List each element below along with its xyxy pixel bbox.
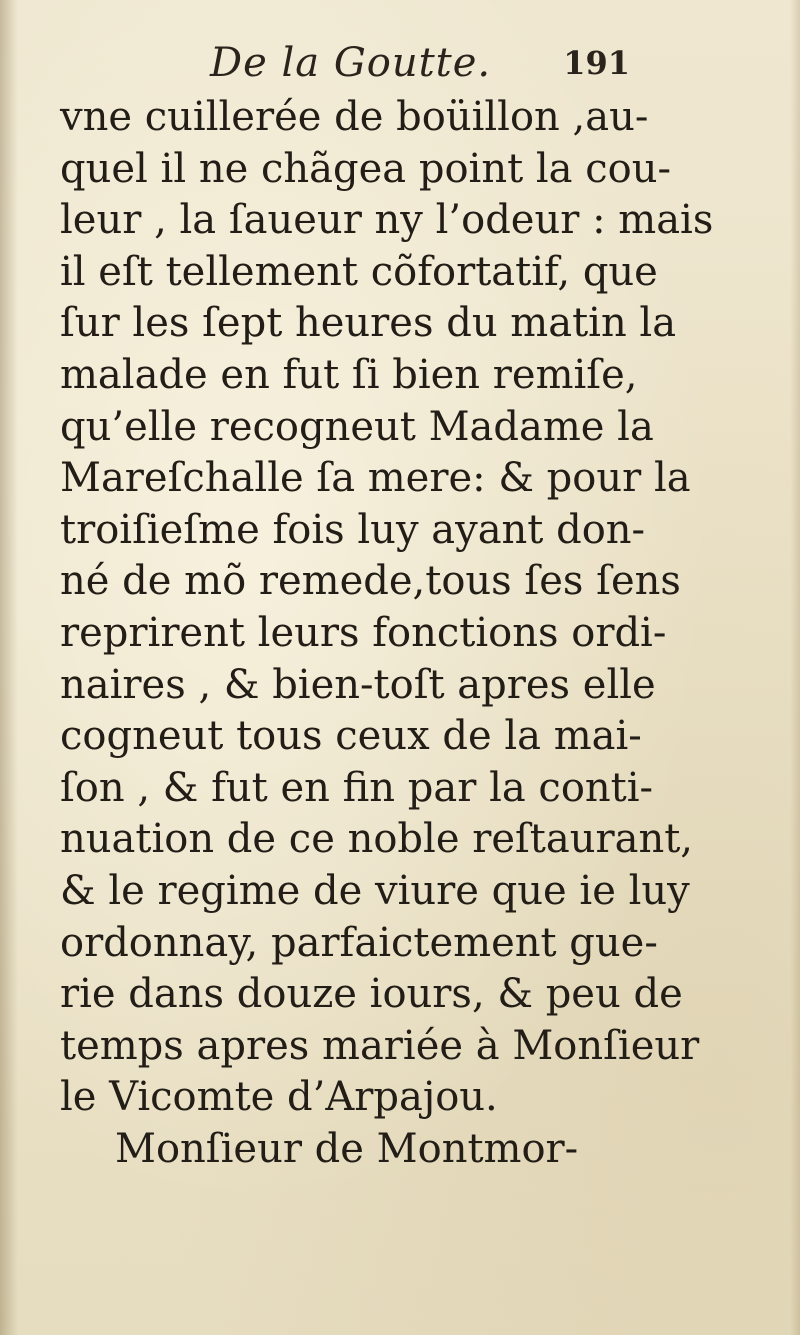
text-line: troiſieſme fois luy ayant don- xyxy=(60,506,646,553)
text-line: temps apres mariée à Monſieur xyxy=(60,1022,700,1069)
text-line: le Vicomte d’Arpajou. xyxy=(60,1074,498,1121)
text-line: quel il ne chãgea point la cou- xyxy=(60,145,671,192)
text-line: nuation de ce noble reſtaurant, xyxy=(60,816,694,863)
text-line: qu’elle recogneut Madame la xyxy=(60,403,654,450)
text-line: Mareſchalle ſa mere: & pour la xyxy=(60,455,691,502)
running-head-title: De la Goutte. xyxy=(210,40,492,86)
page-number: 191 xyxy=(563,44,630,82)
text-line: né de mõ remede,tous ſes ſens xyxy=(60,558,681,605)
text-line: ordonnay, parfaictement gue- xyxy=(60,919,658,966)
text-line: & le regime de viure que ie luy xyxy=(60,867,690,914)
text-line: cogneut tous ceux de la mai- xyxy=(60,713,642,760)
text-line: ſur les ſept heures du matin la xyxy=(60,300,677,347)
spine-shadow xyxy=(0,0,18,1335)
text-line: ſon , & fut en fin par la conti- xyxy=(60,764,654,811)
text-line: naires , & bien-toſt apres elle xyxy=(60,661,656,708)
text-line: malade en fut ſi bien remiſe, xyxy=(60,351,638,398)
running-head xyxy=(200,36,630,96)
text-line: leur , la ſaueur ny l’odeur : mais xyxy=(60,197,714,244)
text-line: il eſt tellement cõfortatif, que xyxy=(60,248,658,295)
text-line: rie dans douze iours, & peu de xyxy=(60,971,683,1018)
body-text xyxy=(60,92,714,1175)
text-line: vne cuillerée de boüillon ,au- xyxy=(60,94,649,140)
text-line: Monſieur de Montmor- xyxy=(115,1125,579,1172)
page-edge-shadow xyxy=(790,0,800,1335)
text-line: reprirent leurs fonctions ordi- xyxy=(60,609,667,656)
